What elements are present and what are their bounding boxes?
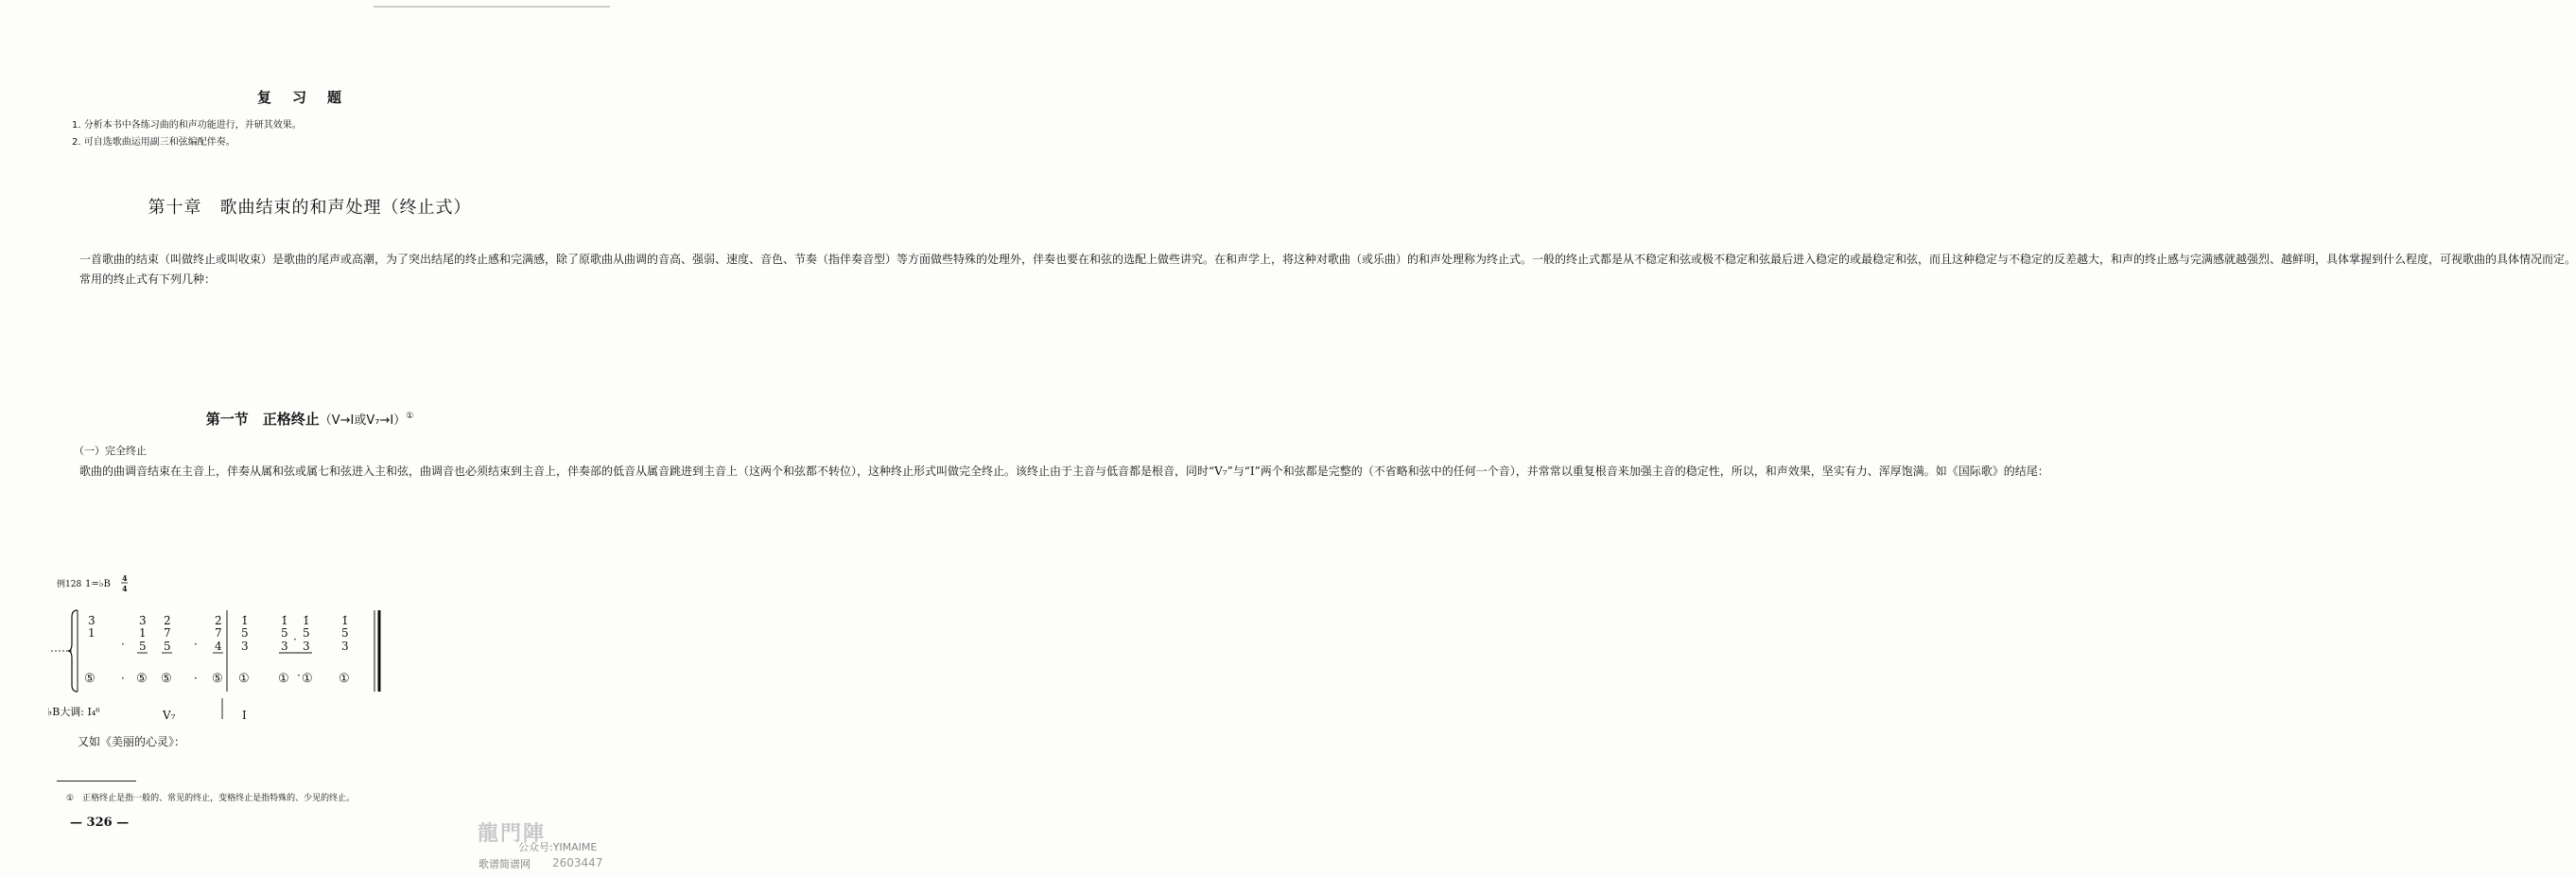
bass-6: ① <box>278 672 289 686</box>
time-signature-top: 4 <box>122 573 128 583</box>
subsection-title: （一）完全终止 <box>74 445 147 457</box>
system-brace <box>68 610 78 692</box>
time-signature-bottom: 4 <box>122 584 128 593</box>
bass-1: ⑤ <box>84 672 96 686</box>
watermark-wechat: 公众号:YIMAIME <box>518 841 598 853</box>
intro-text <box>57 250 2576 290</box>
upper-mid-row <box>88 626 349 640</box>
note-5-mid: 5 <box>241 626 249 640</box>
bass-7: ① <box>302 672 313 686</box>
top-edge-rule <box>374 6 610 8</box>
footnote: ① 正格终止是指一般的、常见的终止，变格终止是指特殊的、少见的终止。 <box>66 794 356 803</box>
watermark-site: 歌谱简谱网 <box>479 858 531 870</box>
bass-4: ⑤ <box>212 672 223 686</box>
review-title: 复习题 <box>256 89 362 106</box>
note-7-mid: 5 <box>303 626 310 640</box>
bass-8: ① <box>339 672 350 686</box>
note-4-mid: 7 <box>215 626 222 640</box>
page-number: — 326 — <box>70 816 130 830</box>
upper-mid-dot: · <box>293 633 297 646</box>
analysis-v7: V₇ <box>163 709 176 722</box>
analysis-key: ♭B大调: Ⅰ₄⁶ <box>47 706 100 718</box>
bass-2: ⑤ <box>136 672 148 686</box>
note-6-low: 3 <box>281 640 288 653</box>
intro-paragraph-2: 常用的终止式有下列几种： <box>79 272 217 286</box>
note-6-mid: 5 <box>281 626 288 640</box>
body-paragraph: 歌曲的曲调音结束在主音上，伴奏从属和弦或属七和弦进入主和弦，曲调音也必须结束到主音上，伴奏部的低音从属音跳进到主音上（这两个和弦都不转位），这种终止形式叫做完全终止。该终止由于主音与低音都是根音，同时“V₇”与“Ⅰ”两个和弦都是完整的（不省略和弦中的任何一个音），并常常以重复根音来加强主音的稳定性，所以，和声效果，坚实有力、浑厚饱满。如《国际歌》的结尾： <box>79 465 2049 478</box>
body-text <box>57 462 2049 482</box>
watermark-logo: 龍門陣 <box>478 821 547 846</box>
note-1-top: 3̇ <box>88 614 96 627</box>
section-title-text: 第一节 正格终止 <box>205 411 320 428</box>
review-item-1: 1. 分析本书中各练习曲的和声功能进行，并研其效果。 <box>72 120 302 131</box>
intro-paragraph-1: 一首歌曲的结束（叫做终止或叫收束）是歌曲的尾声或高潮，为了突出结尾的终止感和完满感，除了原歌曲从曲调的音高、强弱、速度、音色、节奏（指伴奏音型）等方面做些特殊的处理外，伴奏也要在和弦的选配上做些讲究。在和声学上，将这种对歌曲（或乐曲）的和声处理称为终止式。一般的终止式都是从不稳定和弦或极不稳定和弦最后进入稳定的或最稳定和弦，而且这种稳定与不稳定的反差越大，和声的终止感与完满感就越强烈、越鲜明，具体掌握到什么程度，可视歌曲的具体情况而定。 <box>79 253 2576 266</box>
section-formula: （V→Ⅰ或V₇→Ⅰ） <box>319 413 407 428</box>
note-7-low: 3 <box>303 640 310 653</box>
watermark-number: 2603447 <box>552 856 603 869</box>
bass-row <box>84 669 350 686</box>
note-2-low: 5 <box>139 640 147 653</box>
note-4-low: 4 <box>215 640 222 653</box>
note-2-mid: 1 <box>139 626 147 640</box>
bass-3-dot: · <box>194 672 198 685</box>
note-5-top: 1̇ <box>241 614 249 627</box>
next-example: 又如《美丽的心灵》： <box>78 735 186 748</box>
note-8-top: 1̇ <box>341 614 349 627</box>
bass-mid-dot: · <box>297 669 301 682</box>
example-label: 例128 <box>57 580 82 589</box>
bass-5: ① <box>238 672 250 686</box>
chapter-title: 第十章 歌曲结束的和声处理（终止式） <box>148 198 472 218</box>
review-item-2: 2. 可自选歌曲运用副三和弦编配伴奏。 <box>72 137 235 148</box>
note-1-dot: · <box>121 638 125 651</box>
note-2-top: 3̇ <box>139 614 147 627</box>
bass-1-dot: · <box>121 672 125 685</box>
section-footnote-mark: ① <box>406 412 414 421</box>
note-3-dot: · <box>194 638 198 651</box>
note-5-low: 3 <box>241 640 249 653</box>
note-4-top: 2̇ <box>215 614 222 627</box>
score-example <box>47 568 586 757</box>
note-6-top: 1̇ <box>281 614 288 627</box>
bass-3: ⑤ <box>161 672 172 686</box>
note-1-mid: 1 <box>88 626 96 640</box>
note-8-low: 3 <box>341 640 349 653</box>
note-3-low: 5 <box>164 640 171 653</box>
note-8-mid: 5 <box>341 626 349 640</box>
note-3-top: 2̇ <box>164 614 171 627</box>
example-key: 1=♭B <box>85 579 111 589</box>
note-3-mid: 7 <box>164 626 171 640</box>
analysis-i: Ⅰ <box>242 709 247 722</box>
note-7-top: 1̇ <box>303 614 310 627</box>
section-title <box>0 409 619 429</box>
